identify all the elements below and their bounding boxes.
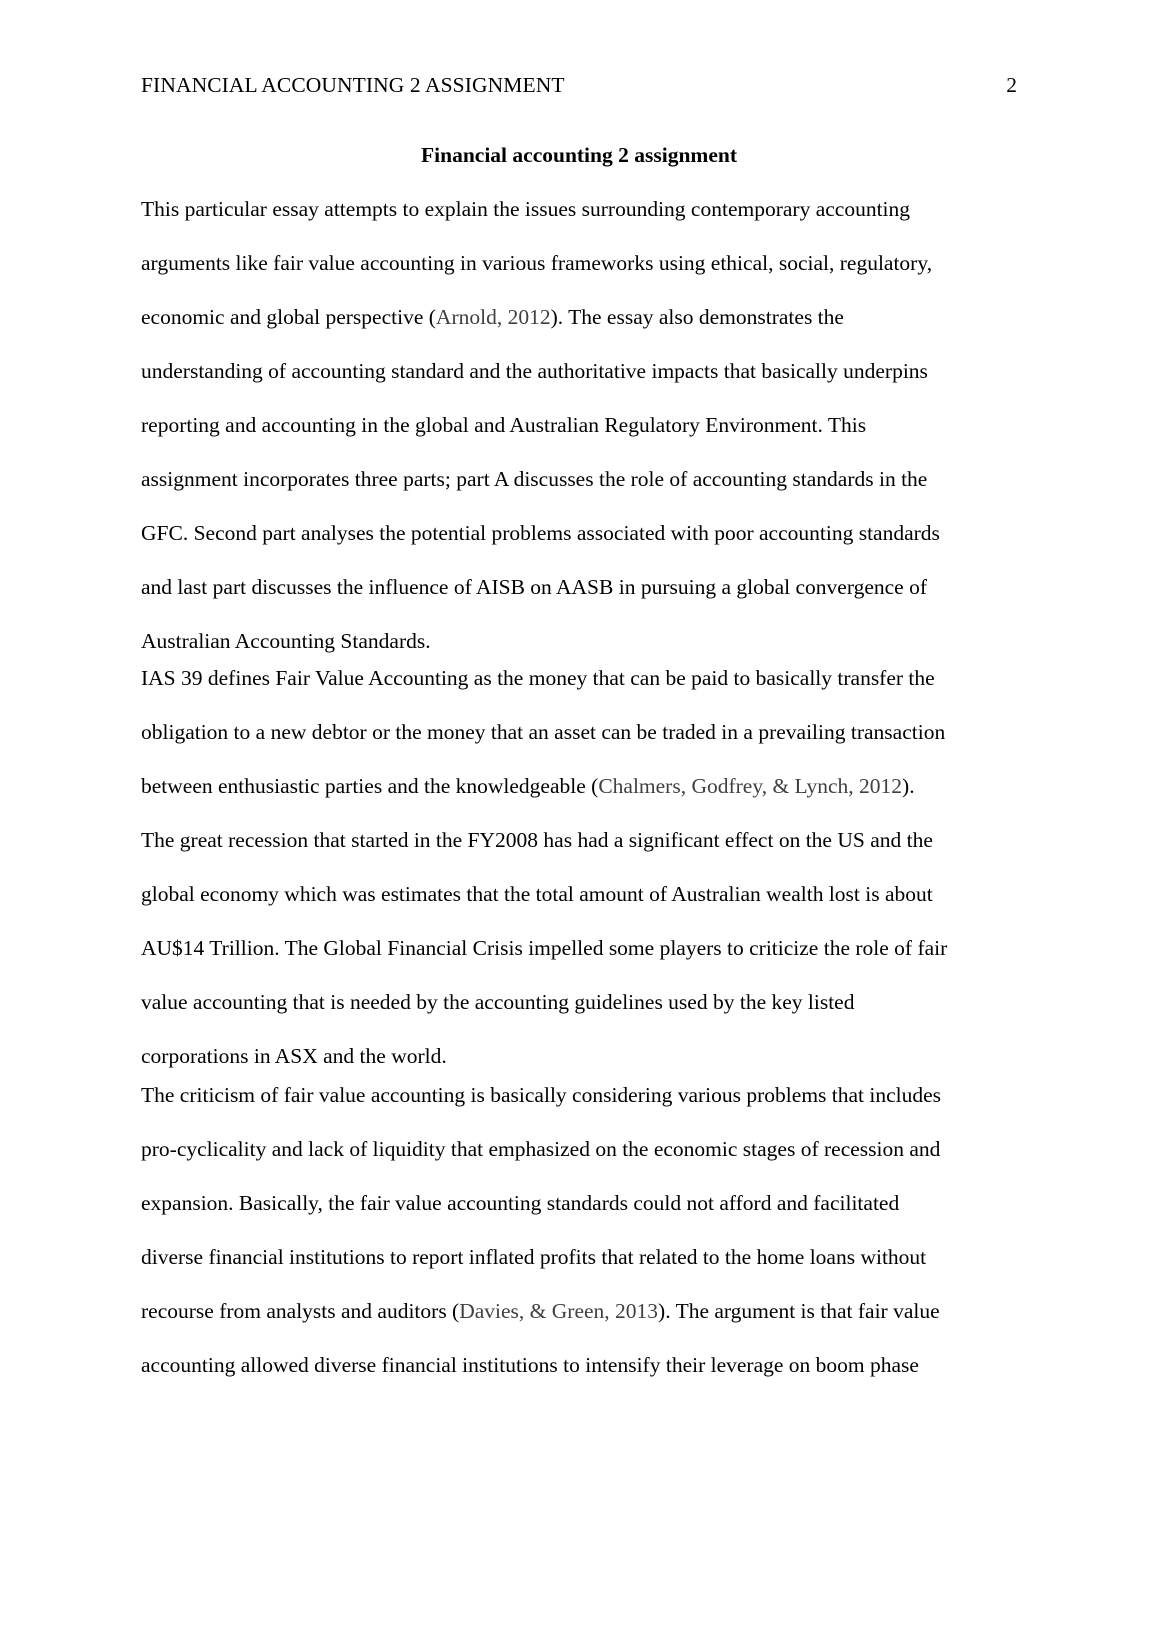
text-line	[141, 1284, 1031, 1338]
text-line: arguments like fair value accounting in various frameworks using ethical, social, regulatory,	[141, 251, 933, 275]
text-line: pro-cyclicality and lack of liquidity that emphasized on the economic stages of recession and	[141, 1137, 941, 1161]
text-line: GFC. Second part analyses the potential problems associated with poor accounting standards	[141, 521, 940, 545]
text-line: assignment incorporates three parts; part A discusses the role of accounting standards in the	[141, 467, 928, 491]
text-line: This particular essay attempts to explain the issues surrounding contemporary accounting	[141, 197, 911, 221]
text-line: The great recession that started in the FY2008 has had a significant effect on the US and the	[141, 828, 933, 852]
running-header	[141, 70, 1017, 100]
text-line: reporting and accounting in the global and Australian Regulatory Environment. This	[141, 413, 867, 437]
text-line: understanding of accounting standard and the authoritative impacts that basically underpins	[141, 359, 928, 383]
text-fragment: ). The argument is that fair value	[658, 1299, 940, 1323]
citation: Chalmers, Godfrey, & Lynch, 2012	[598, 774, 903, 798]
text-line: global economy which was estimates that the total amount of Australian wealth lost is about	[141, 882, 933, 906]
text-line: value accounting that is needed by the accounting guidelines used by the key listed	[141, 990, 855, 1014]
text-line: Australian Accounting Standards.	[141, 629, 431, 653]
text-line: and last part discusses the influence of AISB on AASB in pursuing a global convergence of	[141, 575, 927, 599]
text-line	[141, 290, 1031, 344]
text-line: expansion. Basically, the fair value accounting standards could not afford and facilitated	[141, 1191, 900, 1215]
text-fragment: ). The essay also demonstrates the	[550, 305, 844, 329]
paragraph-text	[141, 1068, 1031, 1392]
paragraph-text	[141, 182, 1031, 668]
text-line: AU$14 Trillion. The Global Financial Crisis impelled some players to criticize the role of fair	[141, 936, 948, 960]
paragraph-text	[141, 651, 1031, 1083]
text-fragment: recourse from analysts and auditors (	[141, 1299, 460, 1323]
text-fragment: between enthusiastic parties and the knowledgeable (	[141, 774, 599, 798]
citation: Arnold, 2012	[435, 305, 551, 329]
text-line: corporations in ASX and the world.	[141, 1044, 447, 1068]
text-line: diverse financial institutions to report inflated profits that related to the home loans without	[141, 1245, 927, 1269]
document-title: Financial accounting 2 assignment	[421, 143, 737, 167]
text-fragment: ).	[902, 774, 915, 798]
text-line: obligation to a new debtor or the money that an asset can be traded in a prevailing transaction	[141, 720, 946, 744]
text-line: accounting allowed diverse financial institutions to intensify their leverage on boom phase	[141, 1353, 919, 1377]
text-fragment: economic and global perspective (	[141, 305, 436, 329]
citation: Davies, & Green, 2013	[459, 1299, 659, 1323]
running-header-title: FINANCIAL ACCOUNTING 2 ASSIGNMENT	[141, 73, 565, 97]
text-line: The criticism of fair value accounting is basically considering various problems that includes	[141, 1083, 942, 1107]
body-paragraph-3	[141, 1068, 1031, 1392]
page-number: 2	[1006, 73, 1017, 97]
text-line: IAS 39 defines Fair Value Accounting as the money that can be paid to basically transfer the	[141, 666, 935, 690]
text-line	[141, 759, 1031, 813]
body-paragraph-1	[141, 182, 1031, 668]
body-paragraph-2	[141, 651, 1031, 1083]
